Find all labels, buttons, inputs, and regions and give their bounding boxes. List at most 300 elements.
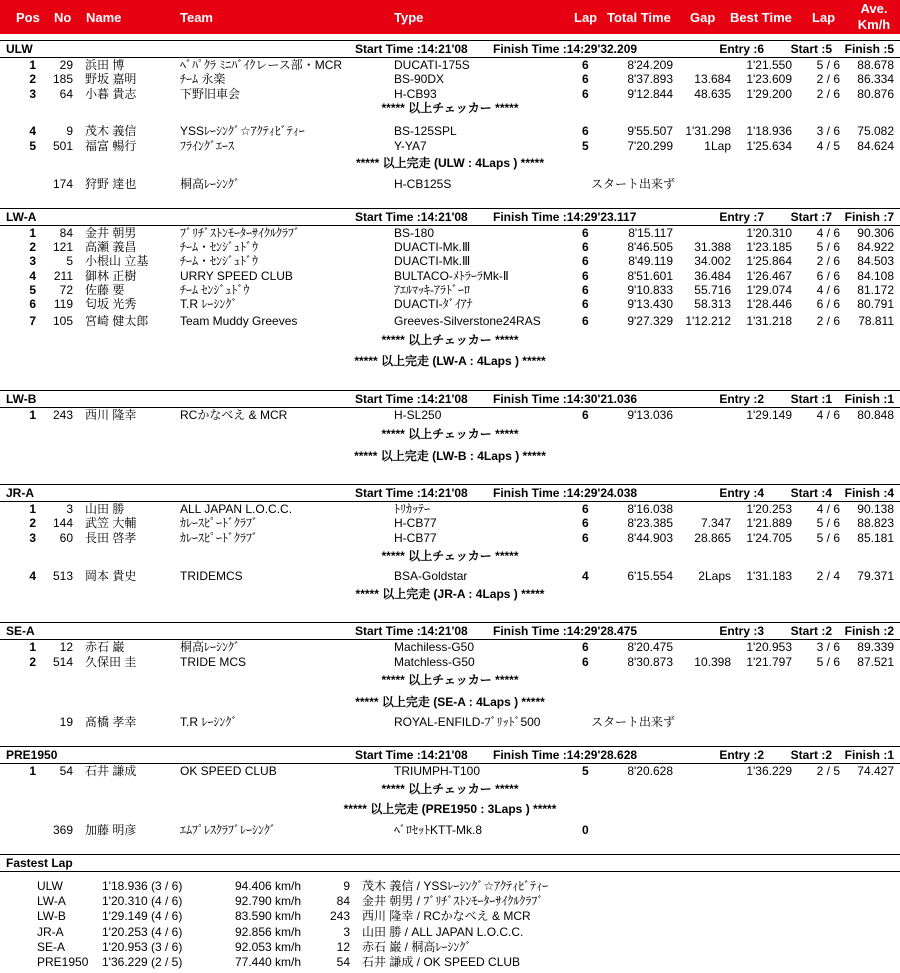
rider-name: 加藤 明彦 xyxy=(85,823,137,837)
pos: 1 xyxy=(29,408,36,422)
ave-speed: 84.624 xyxy=(857,139,894,153)
result-row xyxy=(0,502,900,516)
ave-speed: 74.427 xyxy=(857,764,894,778)
status-note-text: ***** 以上完走 (LW-A : 4Laps ) ***** xyxy=(354,354,546,368)
total-time: 8'23.385 xyxy=(627,516,673,530)
total-time: 8'46.505 xyxy=(627,240,673,254)
laps: 0 xyxy=(582,823,589,837)
class-name: JR-A xyxy=(6,486,35,500)
pos: 4 xyxy=(29,269,36,283)
class-header xyxy=(0,40,900,58)
fl-car-no: 243 xyxy=(329,909,350,923)
fl-rider-team: 石井 謙成 / OK SPEED CLUB xyxy=(362,955,521,969)
ave-speed: 80.876 xyxy=(857,87,894,101)
laps: 6 xyxy=(582,531,589,545)
total-time: 7'20.299 xyxy=(627,139,673,153)
best-time: 1'36.229 xyxy=(746,764,792,778)
col-gap: Gap xyxy=(690,10,716,25)
rider-name: 狩野 達也 xyxy=(85,177,137,191)
start-time: Start Time :14:21'08 xyxy=(355,210,468,224)
fl-speed: 94.406 km/h xyxy=(235,879,302,893)
machine-type: DUACTI-Mk.Ⅲ xyxy=(394,240,471,254)
best-lap: 5 / 6 xyxy=(816,58,840,72)
start-time: Start Time :14:21'08 xyxy=(355,392,468,406)
team: TRIDEMCS xyxy=(180,569,243,583)
pos: 5 xyxy=(29,283,36,297)
best-lap: 2 / 5 xyxy=(816,764,840,778)
machine-type: H-CB93 xyxy=(394,87,437,101)
result-row xyxy=(0,655,900,669)
rider-name: 野坂 嘉明 xyxy=(85,72,137,86)
rider-name: 金井 朝男 xyxy=(85,226,137,240)
pos: 3 xyxy=(29,87,36,101)
result-row xyxy=(0,72,900,86)
machine-type: ﾍﾞﾛｾｯﾄKTT-Mk.8 xyxy=(394,823,483,837)
fl-time: 1'20.253 (4 / 6) xyxy=(102,925,183,939)
fl-car-no: 54 xyxy=(336,955,350,969)
team: YSSﾚｰｼﾝｸﾞ☆ｱｸﾃｨﾋﾞﾃｨｰ xyxy=(180,124,305,138)
gap: 34.002 xyxy=(694,254,731,268)
col-no: No xyxy=(54,10,72,25)
car-no: 12 xyxy=(59,640,73,654)
status-note xyxy=(0,695,900,709)
fl-class: SE-A xyxy=(37,940,66,954)
result-row xyxy=(0,640,900,654)
status-note-text: ***** 以上チェッカー ***** xyxy=(381,427,519,441)
gap: 13.684 xyxy=(694,72,731,86)
gap: 28.865 xyxy=(694,531,731,545)
car-no: 5 xyxy=(66,254,73,268)
best-time: 1'25.634 xyxy=(746,139,792,153)
status-note-text: ***** 以上チェッカー ***** xyxy=(381,673,519,687)
best-lap: 2 / 6 xyxy=(816,314,840,328)
fl-car-no: 3 xyxy=(343,925,350,939)
rider-name: 高瀬 義昌 xyxy=(85,240,137,254)
total-time: 9'27.329 xyxy=(627,314,673,328)
best-time: 1'29.200 xyxy=(746,87,792,101)
team: 桐高ﾚｰｼﾝｸﾞ xyxy=(180,177,241,191)
best-lap: 5 / 6 xyxy=(816,240,840,254)
best-time: 1'26.467 xyxy=(746,269,792,283)
machine-type: DUACTI-ﾀﾞｲｱﾅ xyxy=(394,297,473,311)
status-note xyxy=(0,333,900,347)
laps: 5 xyxy=(582,139,589,153)
best-lap: 4 / 6 xyxy=(816,226,840,240)
laps: 6 xyxy=(582,240,589,254)
fastest-lap-row xyxy=(0,955,900,969)
status-note-text: ***** 以上完走 (JR-A : 4Laps ) ***** xyxy=(355,587,545,601)
class-header xyxy=(0,746,900,764)
result-row xyxy=(0,569,900,583)
gap: 48.635 xyxy=(694,87,731,101)
fastest-lap-row xyxy=(0,925,900,939)
car-no: 514 xyxy=(52,655,73,669)
machine-type: DUACTI-Mk.Ⅲ xyxy=(394,254,471,268)
fastest-lap-row xyxy=(0,894,900,908)
laps: 6 xyxy=(582,283,589,297)
total-time: 8'37.893 xyxy=(627,72,673,86)
car-no: 119 xyxy=(53,297,73,311)
finish-time: Finish Time :14:29'24.038 xyxy=(493,486,638,500)
car-no: 3 xyxy=(66,502,73,516)
total-time: 8'44.903 xyxy=(627,531,673,545)
rider-name: 小根山 立基 xyxy=(85,254,149,268)
rider-name: 宮崎 健太郎 xyxy=(85,314,149,328)
status-note xyxy=(0,427,900,441)
machine-type: BSA-Goldstar xyxy=(394,569,468,583)
class-name: SE-A xyxy=(6,624,35,638)
result-row xyxy=(0,764,900,778)
result-row xyxy=(0,408,900,422)
fl-car-no: 12 xyxy=(336,940,350,954)
team: ﾁｰﾑ 永楽 xyxy=(180,72,226,86)
finish-count: Finish :5 xyxy=(844,42,894,56)
result-row xyxy=(0,715,900,729)
fl-time: 1'18.936 (3 / 6) xyxy=(102,879,183,893)
start-time: Start Time :14:21'08 xyxy=(355,42,468,56)
pos: 2 xyxy=(29,655,36,669)
status-note-text: ***** 以上チェッカー ***** xyxy=(381,333,519,347)
team: ﾌﾗｲﾝｸﾞｴｰｽ xyxy=(180,139,235,153)
team: 桐高ﾚｰｼﾝｸﾞ xyxy=(180,640,241,654)
start-count: Start :4 xyxy=(790,486,832,500)
laps: 6 xyxy=(582,314,589,328)
finish-count: Finish :1 xyxy=(844,748,894,762)
finish-time: Finish Time :14:29'23.117 xyxy=(493,210,637,224)
result-row xyxy=(0,177,900,191)
total-time: 9'13.430 xyxy=(627,297,673,311)
rider-name: 武笠 大輔 xyxy=(85,516,137,530)
laps: 6 xyxy=(582,269,589,283)
fl-rider-team: 山田 勝 / ALL JAPAN L.O.C.C. xyxy=(362,925,524,939)
fl-class: LW-B xyxy=(37,909,66,923)
gap: 31.388 xyxy=(694,240,731,254)
total-time: 8'24.209 xyxy=(627,58,673,72)
col-type: Type xyxy=(394,10,424,25)
gap: 58.313 xyxy=(694,297,731,311)
rider-name: 長田 啓孝 xyxy=(85,531,137,545)
fl-class: PRE1950 xyxy=(37,955,89,969)
fl-class: ULW xyxy=(37,879,63,893)
team: Team Muddy Greeves xyxy=(180,314,298,328)
pos: 1 xyxy=(29,764,36,778)
team: ｴﾑﾌﾟﾚｽｸﾗﾌﾞﾚｰｼﾝｸﾞ xyxy=(180,823,277,837)
ave-speed: 86.334 xyxy=(857,72,894,86)
finish-count: Finish :1 xyxy=(844,392,894,406)
result-row xyxy=(0,283,900,297)
fastest-lap-title: Fastest Lap xyxy=(6,856,73,870)
pos: 6 xyxy=(29,297,36,311)
best-lap: 4 / 6 xyxy=(816,283,840,297)
ave-speed: 80.848 xyxy=(857,408,894,422)
status-note xyxy=(0,587,900,601)
best-lap: 6 / 6 xyxy=(816,269,840,283)
car-no: 243 xyxy=(52,408,73,422)
entry-count: Entry :7 xyxy=(719,210,764,224)
status-note xyxy=(0,802,900,816)
laps: 6 xyxy=(582,58,589,72)
finish-count: Finish :2 xyxy=(844,624,894,638)
laps: 6 xyxy=(582,516,589,530)
dns-note: スタート出来ず xyxy=(591,177,676,191)
result-row xyxy=(0,139,900,153)
start-count: Start :2 xyxy=(790,624,832,638)
total-time: 8'30.873 xyxy=(627,655,673,669)
best-time: 1'18.936 xyxy=(746,124,792,138)
result-row xyxy=(0,516,900,530)
best-lap: 2 / 6 xyxy=(816,254,840,268)
class-header xyxy=(0,208,900,226)
machine-type: TRIUMPH-T100 xyxy=(394,764,481,778)
result-row xyxy=(0,531,900,545)
pos: 2 xyxy=(29,516,36,530)
car-no: 369 xyxy=(52,823,73,837)
col-total-time: Total Time xyxy=(607,10,671,25)
machine-type: Matchless-G50 xyxy=(394,655,475,669)
best-lap: 2 / 6 xyxy=(816,72,840,86)
car-no: 211 xyxy=(53,269,73,283)
machine-type: Machiless-G50 xyxy=(394,640,475,654)
class-name: ULW xyxy=(6,42,33,56)
status-note xyxy=(0,449,900,463)
entry-count: Entry :2 xyxy=(719,392,764,406)
finish-time: Finish Time :14:29'32.209 xyxy=(493,42,638,56)
entry-count: Entry :2 xyxy=(719,748,764,762)
pos: 4 xyxy=(29,124,36,138)
dns-note: スタート出来ず xyxy=(591,715,676,729)
ave-speed: 84.503 xyxy=(857,254,894,268)
gap: 2Laps xyxy=(698,569,731,583)
ave-speed: 84.922 xyxy=(857,240,894,254)
laps: 6 xyxy=(582,226,589,240)
car-no: 84 xyxy=(59,226,73,240)
fl-class: JR-A xyxy=(37,925,64,939)
col-best-lap: Lap xyxy=(812,10,836,25)
team: ｶﾚｰｽﾋﾟｰﾄﾞｸﾗﾌﾞ xyxy=(180,531,259,545)
class-name: LW-A xyxy=(6,210,37,224)
best-time: 1'21.797 xyxy=(746,655,792,669)
status-note xyxy=(0,354,900,368)
pos: 7 xyxy=(29,314,36,328)
ave-speed: 80.791 xyxy=(857,297,894,311)
ave-speed: 79.371 xyxy=(857,569,894,583)
ave-speed: 75.082 xyxy=(857,124,894,138)
team: T.R ﾚｰｼﾝｸﾞ xyxy=(180,715,238,729)
status-note-text: ***** 以上完走 (SE-A : 4Laps ) ***** xyxy=(355,695,545,709)
col-team: Team xyxy=(180,10,213,25)
ave-speed: 88.823 xyxy=(857,516,894,530)
laps: 6 xyxy=(582,640,589,654)
pos: 5 xyxy=(29,139,36,153)
best-time: 1'21.889 xyxy=(746,516,792,530)
ave-speed: 90.138 xyxy=(857,502,894,516)
team: ﾁｰﾑ・ｾﾝｼﾞｭﾄﾞｳ xyxy=(180,240,259,254)
machine-type: H-CB125S xyxy=(394,177,452,191)
entry-count: Entry :3 xyxy=(719,624,764,638)
pos: 1 xyxy=(29,640,36,654)
pos: 1 xyxy=(29,58,36,72)
total-time: 8'20.628 xyxy=(627,764,673,778)
entry-count: Entry :6 xyxy=(719,42,764,56)
total-time: 8'16.038 xyxy=(627,502,673,516)
car-no: 144 xyxy=(52,516,73,530)
machine-type: ROYAL-ENFILD-ﾌﾞﾘｯﾄﾞ500 xyxy=(394,715,541,729)
laps: 6 xyxy=(582,408,589,422)
car-no: 9 xyxy=(66,124,73,138)
team: 下野旧車会 xyxy=(180,87,241,101)
team: ﾁｰﾑ ｾﾝｼﾞｭﾄﾞｳ xyxy=(180,283,250,297)
laps: 6 xyxy=(582,502,589,516)
best-time: 1'24.705 xyxy=(746,531,792,545)
car-no: 60 xyxy=(59,531,73,545)
status-note xyxy=(0,549,900,563)
machine-type: H-CB77 xyxy=(394,516,437,530)
fl-rider-team: 金井 朝男 / ﾌﾞﾘﾁﾞｽﾄﾝﾓｰﾀｰｻｲｸﾙｸﾗﾌﾞ xyxy=(362,894,544,908)
rider-name: 石井 謙成 xyxy=(85,764,137,778)
rider-name: 山田 勝 xyxy=(85,502,125,516)
ave-speed: 90.306 xyxy=(857,226,894,240)
fl-speed: 92.790 km/h xyxy=(235,894,302,908)
machine-type: H-CB77 xyxy=(394,531,437,545)
total-time: 9'55.507 xyxy=(627,124,673,138)
result-row xyxy=(0,254,900,268)
fastest-lap-row xyxy=(0,879,900,893)
fl-class: LW-A xyxy=(37,894,66,908)
col-ave-speed: Ave. Km/h xyxy=(857,1,891,32)
pos: 2 xyxy=(29,72,36,86)
rider-name: 久保田 圭 xyxy=(85,655,137,669)
finish-count: Finish :4 xyxy=(844,486,894,500)
start-time: Start Time :14:21'08 xyxy=(355,748,468,762)
rider-name: 小暮 貴志 xyxy=(85,87,137,101)
total-time: 8'15.117 xyxy=(628,226,673,240)
machine-type: ﾄﾘｶｯﾃｰ xyxy=(394,502,431,516)
best-lap: 2 / 6 xyxy=(816,87,840,101)
gap: 1'31.298 xyxy=(685,124,731,138)
best-time: 1'29.149 xyxy=(746,408,792,422)
car-no: 513 xyxy=(52,569,73,583)
start-count: Start :1 xyxy=(790,392,832,406)
class-name: PRE1950 xyxy=(6,748,58,762)
class-name: LW-B xyxy=(6,392,37,406)
ave-speed: 87.521 xyxy=(857,655,894,669)
pos: 1 xyxy=(29,226,36,240)
team: ﾁｰﾑ・ｾﾝｼﾞｭﾄﾞｳ xyxy=(180,254,259,268)
fastest-lap-row xyxy=(0,940,900,954)
total-time: 8'51.601 xyxy=(627,269,673,283)
best-time: 1'25.864 xyxy=(746,254,792,268)
ave-speed: 88.678 xyxy=(857,58,894,72)
total-time: 6'15.554 xyxy=(627,569,673,583)
col-lap: Lap xyxy=(574,10,598,25)
start-time: Start Time :14:21'08 xyxy=(355,624,468,638)
laps: 6 xyxy=(582,655,589,669)
fl-rider-team: 赤石 巌 / 桐高ﾚｰｼﾝｸﾞ xyxy=(362,940,472,954)
status-note-text: ***** 以上チェッカー ***** xyxy=(381,549,519,563)
start-count: Start :7 xyxy=(790,210,832,224)
gap: 1'12.212 xyxy=(685,314,731,328)
best-lap: 6 / 6 xyxy=(816,297,840,311)
machine-type: Y-YA7 xyxy=(394,139,427,153)
result-row xyxy=(0,58,900,72)
best-time: 1'20.310 xyxy=(746,226,792,240)
gap: 55.716 xyxy=(694,283,731,297)
rider-name: 岡本 貴史 xyxy=(85,569,137,583)
ave-speed: 81.172 xyxy=(857,283,894,297)
best-lap: 2 / 4 xyxy=(816,569,840,583)
car-no: 501 xyxy=(52,139,73,153)
machine-type: BULTACO-ﾒﾄﾗｰﾗMk-Ⅱ xyxy=(394,269,509,283)
gap: 1Lap xyxy=(704,139,731,153)
team: ALL JAPAN L.O.C.C. xyxy=(180,502,293,516)
col-pos: Pos xyxy=(16,10,40,25)
machine-type: BS-180 xyxy=(394,226,435,240)
fl-time: 1'29.149 (4 / 6) xyxy=(102,909,183,923)
rider-name: 赤石 巌 xyxy=(85,640,125,654)
rider-name: 御林 正樹 xyxy=(85,269,137,283)
car-no: 54 xyxy=(59,764,73,778)
result-row xyxy=(0,226,900,240)
best-time: 1'23.609 xyxy=(746,72,792,86)
team: ﾍﾞﾊﾟｸﾗ ﾐﾆﾊﾞｲｸレース部・MCR xyxy=(180,58,343,72)
status-note-text: ***** 以上完走 (ULW : 4Laps ) ***** xyxy=(355,156,545,170)
fastest-lap-header xyxy=(0,854,900,872)
finish-time: Finish Time :14:30'21.036 xyxy=(493,392,638,406)
laps: 4 xyxy=(582,569,589,583)
fl-time: 1'20.310 (4 / 6) xyxy=(102,894,183,908)
fl-rider-team: 茂木 義信 / YSSﾚｰｼﾝｸﾞ☆ｱｸﾃｨﾋﾞﾃｨｰ xyxy=(362,879,549,893)
status-note-text: ***** 以上完走 (LW-B : 4Laps ) ***** xyxy=(354,449,546,463)
gap: 7.347 xyxy=(700,516,731,530)
class-header xyxy=(0,390,900,408)
col-name: Name xyxy=(86,10,122,25)
pos: 3 xyxy=(29,531,36,545)
result-row xyxy=(0,297,900,311)
laps: 6 xyxy=(582,124,589,138)
laps: 6 xyxy=(582,297,589,311)
start-count: Start :2 xyxy=(790,748,832,762)
best-lap: 3 / 6 xyxy=(816,124,840,138)
ave-speed: 85.181 xyxy=(857,531,894,545)
machine-type: H-SL250 xyxy=(394,408,442,422)
finish-time: Finish Time :14:29'28.475 xyxy=(493,624,638,638)
best-time: 1'23.185 xyxy=(746,240,792,254)
rider-name: 髙橋 孝幸 xyxy=(85,715,137,729)
laps: 6 xyxy=(582,254,589,268)
total-time: 9'12.844 xyxy=(627,87,673,101)
class-header xyxy=(0,622,900,640)
car-no: 19 xyxy=(59,715,73,729)
machine-type: ｱｴﾙﾏｯｷ-ｱﾗﾄﾞｰﾛ xyxy=(394,283,470,297)
status-note xyxy=(0,673,900,687)
best-time: 1'20.253 xyxy=(746,502,792,516)
best-lap: 4 / 6 xyxy=(816,408,840,422)
best-lap: 3 / 6 xyxy=(816,640,840,654)
best-time: 1'31.218 xyxy=(746,314,792,328)
pos: 3 xyxy=(29,254,36,268)
car-no: 29 xyxy=(59,58,73,72)
result-row xyxy=(0,124,900,138)
fl-car-no: 9 xyxy=(343,879,350,893)
start-time: Start Time :14:21'08 xyxy=(355,486,468,500)
team: TRIDE MCS xyxy=(180,655,246,669)
best-lap: 5 / 6 xyxy=(816,655,840,669)
total-time: 9'10.833 xyxy=(627,283,673,297)
status-note xyxy=(0,101,900,115)
best-lap: 5 / 6 xyxy=(816,531,840,545)
best-lap: 4 / 6 xyxy=(816,502,840,516)
gap: 10.398 xyxy=(694,655,731,669)
